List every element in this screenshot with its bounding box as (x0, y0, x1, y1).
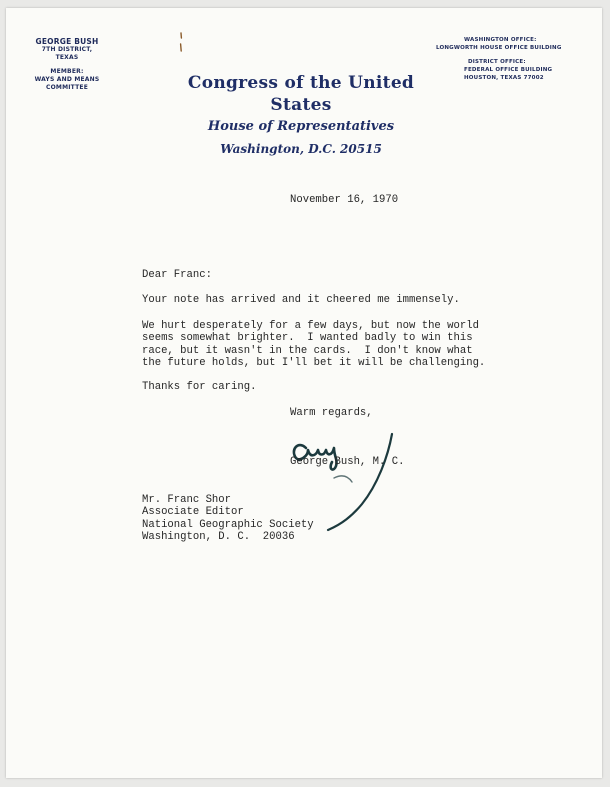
body-paragraph-2: We hurt desperately for a few days, but now the world seems somewhat brighter. I wanted badly to win this race, but it wasn't in the cards. I don't know what the future holds, but I'll bet it will be challenging. (142, 320, 486, 370)
washington-office-value: LONGWORTH HOUSE OFFICE BUILDING (436, 45, 562, 51)
body-paragraph-3: Thanks for caring. (142, 381, 257, 393)
letter-page (6, 8, 602, 778)
letterhead-right-block (436, 36, 586, 82)
recipient-address: Mr. Franc Shor Associate Editor National Geographic Society Washington, D. C. 20036 (142, 494, 314, 544)
masthead (166, 72, 436, 158)
district-office-city: HOUSTON, TEXAS 77002 (464, 75, 544, 81)
committee-line-2: COMMITTEE (46, 84, 88, 91)
member-label: MEMBER: (50, 68, 84, 75)
committee-line-1: WAYS AND MEANS (34, 76, 100, 83)
paper-mark (178, 32, 184, 52)
congressman-name: GEORGE BUSH (35, 37, 99, 46)
body-paragraph-1: Your note has arrived and it cheered me immensely. (142, 294, 460, 306)
masthead-house: House of Representatives (207, 119, 395, 134)
district-office-label: DISTRICT OFFICE: (468, 59, 526, 65)
masthead-address: Washington, D.C. 20515 (220, 142, 382, 156)
signer-name: George Bush, M. C. (290, 456, 405, 468)
letterhead-left-block (32, 38, 102, 92)
district-office-value: FEDERAL OFFICE BUILDING (464, 67, 553, 73)
letter-date: November 16, 1970 (290, 194, 399, 206)
closing: Warm regards, (290, 407, 373, 419)
district-text: 7TH DISTRICT, TEXAS (41, 46, 93, 61)
washington-office-label: WASHINGTON OFFICE: (464, 37, 537, 43)
masthead-congress: Congress of the United States (187, 73, 415, 115)
salutation: Dear Franc: (142, 269, 212, 281)
